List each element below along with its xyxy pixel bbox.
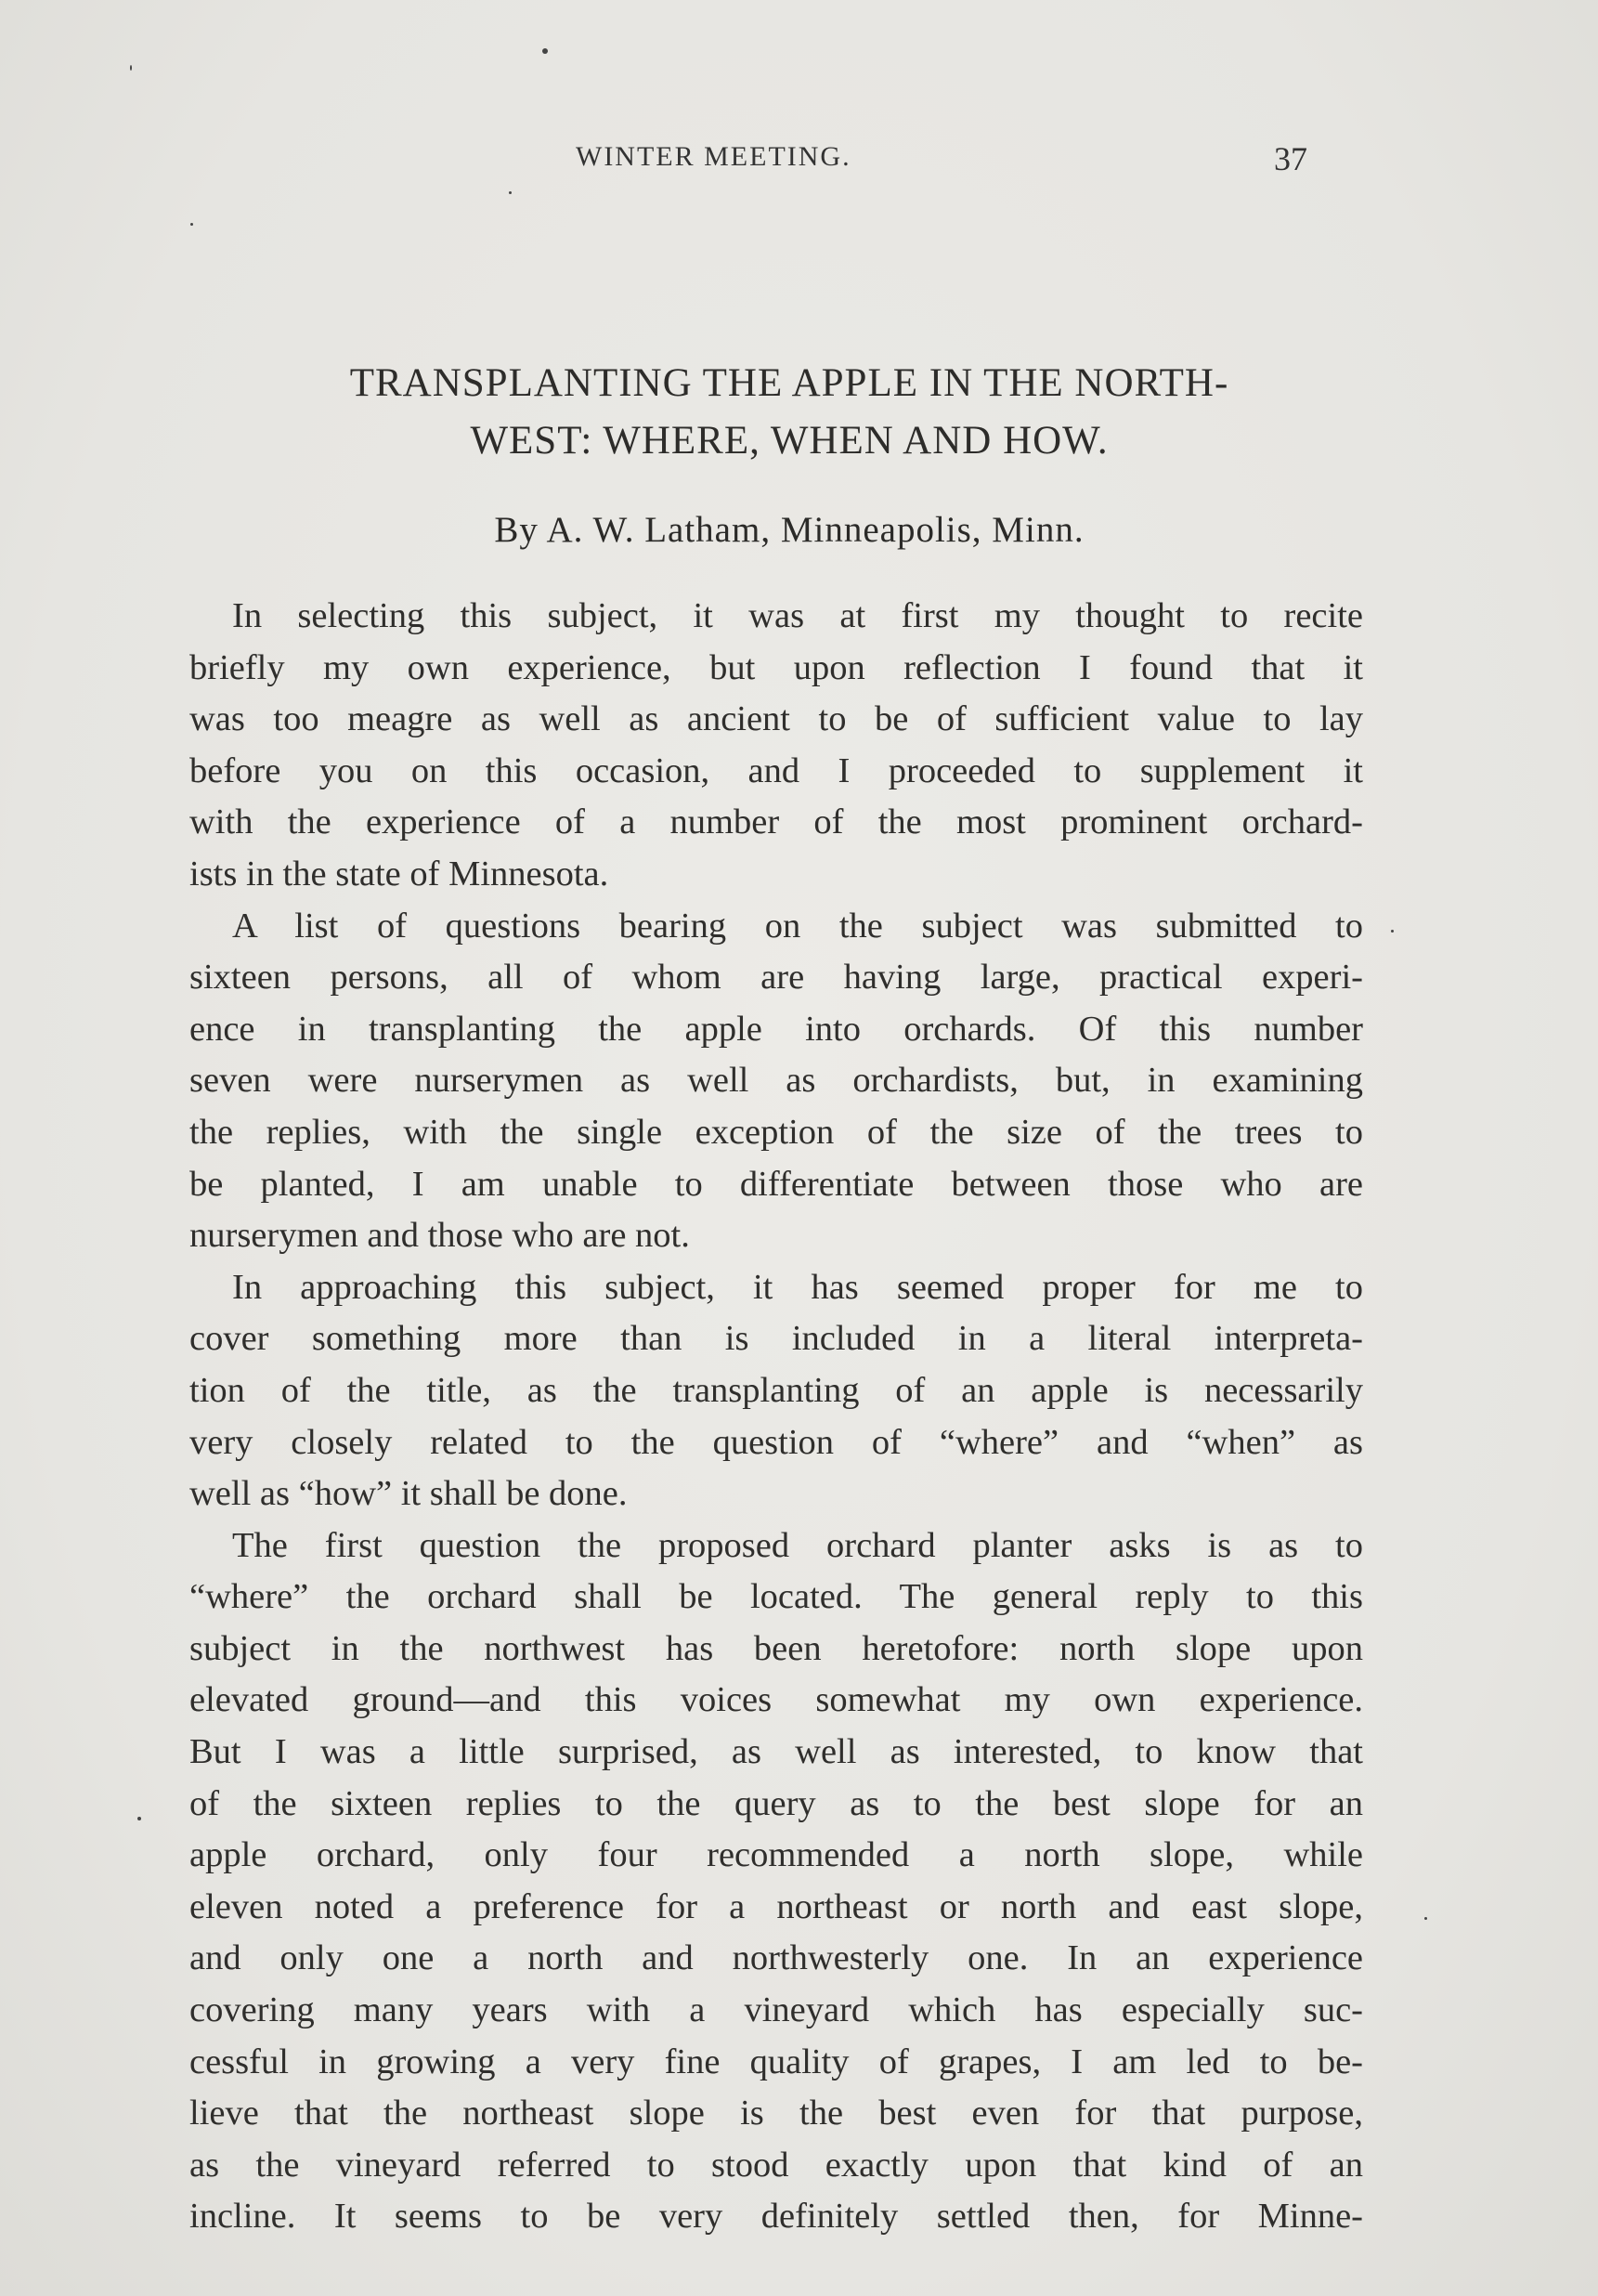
running-head: WINTER MEETING. xyxy=(576,141,851,172)
text-line: before you on this occasion, and I proceeded to supplement it xyxy=(189,750,1363,790)
text-line: In approaching this subject, it has seemed proper for me to xyxy=(232,1267,1363,1307)
text-line: sixteen persons, all of whom are having large, practical experi- xyxy=(189,958,1363,998)
ink-speck xyxy=(1391,930,1394,933)
text-line: lieve that the northeast slope is the best even for that purpose, xyxy=(189,2094,1363,2133)
text-line: as the vineyard referred to stood exactly upon that kind of an xyxy=(189,2145,1363,2185)
text-line: briefly my own experience, but upon reflection I found that it xyxy=(189,647,1363,687)
text-line: and only one a north and northwesterly one. In an experience xyxy=(189,1938,1363,1978)
text-line: In selecting this subject, it was at first my thought to recite xyxy=(232,596,1363,635)
text-line: apple orchard, only four recommended a north slope, while xyxy=(189,1835,1363,1875)
ink-speck xyxy=(1424,1917,1427,1920)
ink-speck xyxy=(130,65,132,71)
title-line: TRANSPLANTING THE APPLE IN THE NORTH- xyxy=(349,361,1229,405)
ink-speck xyxy=(509,191,512,194)
text-line: incline. It seems to be very definitely settled then, for Minne- xyxy=(189,2197,1363,2237)
text-line: covering many years with a vineyard which has especially suc- xyxy=(189,1990,1363,2030)
article-title xyxy=(186,355,1393,470)
text-line: be planted, I am unable to differentiate between those who are xyxy=(189,1164,1363,1204)
text-line: subject in the northwest has been heretofore: north slope upon xyxy=(189,1628,1363,1668)
text-line: nurserymen and those who are not. xyxy=(189,1216,690,1256)
article-body xyxy=(189,591,1363,2243)
text-line: cessful in growing a very fine quality of grapes, I am led to be- xyxy=(189,2042,1363,2081)
page-number: 37 xyxy=(1274,140,1307,177)
text-line: A list of questions bearing on the subject was submitted to xyxy=(232,906,1363,946)
ink-speck xyxy=(137,1817,141,1820)
text-line: But I was a little surprised, as well as interested, to know that xyxy=(189,1732,1363,1772)
text-line: ists in the state of Minnesota. xyxy=(189,854,609,894)
text-line: well as “how” it shall be done. xyxy=(189,1474,628,1514)
text-line: eleven noted a preference for a northeast or north and east slope, xyxy=(189,1886,1363,1926)
byline: By A. W. Latham, Minneapolis, Minn. xyxy=(494,510,1085,550)
ink-speck xyxy=(542,48,548,54)
text-line: ence in transplanting the apple into orchards. Of this number xyxy=(189,1009,1363,1049)
text-line: of the sixteen replies to the query as to the best slope for an xyxy=(189,1783,1363,1823)
text-line: the replies, with the single exception of the size of the trees to xyxy=(189,1112,1363,1152)
text-line: cover something more than is included in a literal interpreta- xyxy=(189,1319,1363,1359)
text-line: was too meagre as well as ancient to be of sufficient value to lay xyxy=(189,699,1363,739)
text-line: very closely related to the question of “where” and “when” as xyxy=(189,1422,1363,1462)
title-line: WEST: WHERE, WHEN AND HOW. xyxy=(470,419,1109,463)
text-line: elevated ground—and this voices somewhat my own experience. xyxy=(189,1680,1363,1720)
text-line: “where” the orchard shall be located. The general reply to this xyxy=(189,1577,1363,1617)
text-line: tion of the title, as the transplanting of an apple is necessarily xyxy=(189,1370,1363,1410)
text-line: with the experience of a number of the most prominent orchard- xyxy=(189,802,1363,842)
text-line: seven were nurserymen as well as orchardists, but, in examining xyxy=(189,1061,1363,1101)
ink-speck xyxy=(190,223,193,226)
text-line: The first question the proposed orchard planter asks is as to xyxy=(232,1525,1363,1565)
